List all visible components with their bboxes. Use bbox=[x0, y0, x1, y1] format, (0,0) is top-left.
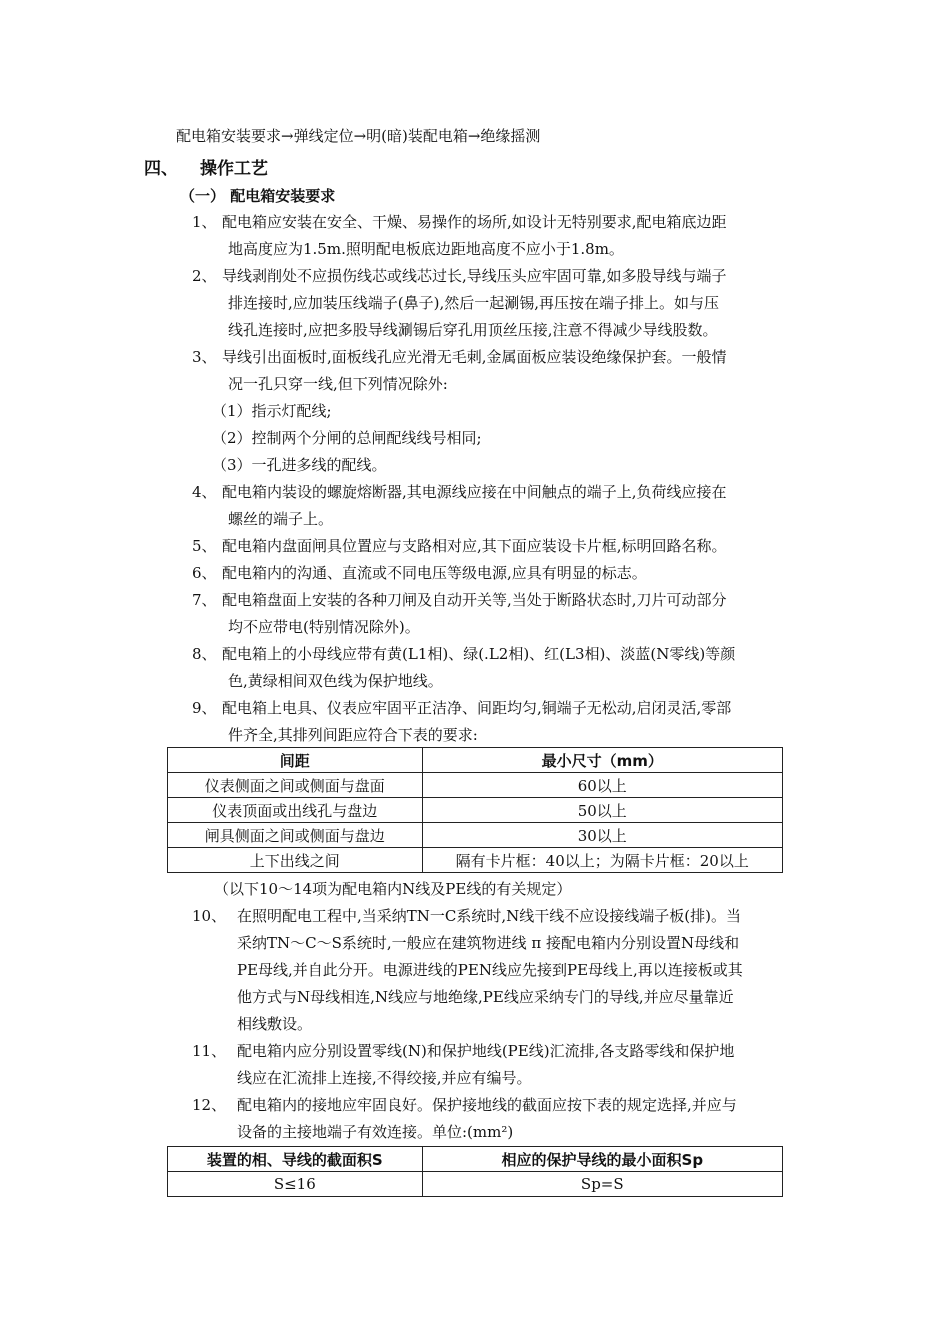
table-header-cell: 间距 bbox=[168, 748, 423, 773]
item-1-line-1: 配电箱应安装在安全、干燥、易操作的场所,如设计无特别要求,配电箱底边距 bbox=[222, 213, 727, 231]
table-cell: 60以上 bbox=[422, 773, 782, 798]
table-cell: 仪表顶面或出线孔与盘边 bbox=[168, 798, 423, 823]
item-10-line-1: 在照明配电工程中,当采纳TN一C系统时,N线干线不应设接线端子板(排)。当 bbox=[237, 907, 741, 925]
rule-note: （以下10～14项为配电箱内N线及PE线的有关规定） bbox=[214, 880, 572, 898]
table-cell: 50以上 bbox=[422, 798, 782, 823]
item-11-line-2: 线应在汇流排上连接,不得绞接,并应有编号。 bbox=[237, 1069, 532, 1087]
item-3-line-2: 况一孔只穿一线,但下列情况除外: bbox=[228, 375, 448, 393]
item-9-line-2: 件齐全,其排列间距应符合下表的要求: bbox=[228, 726, 478, 744]
table-header-cell: 最小尺寸（mm） bbox=[422, 748, 782, 773]
item-4-line-2: 螺丝的端子上。 bbox=[228, 510, 334, 528]
item-1-line-2: 地高度应为1.5m.照明配电板底边距地高度不应小于1.8m。 bbox=[228, 240, 624, 258]
table-cell: 隔有卡片框：40以上；为隔卡片框：20以上 bbox=[422, 848, 782, 873]
process-flow: 配电箱安装要求→弹线定位→明(暗)装配电箱→绝缘摇测 bbox=[176, 127, 541, 145]
table-cell: S≤16 bbox=[168, 1172, 423, 1197]
table-row bbox=[168, 798, 783, 823]
item-12-line-1: 配电箱内的接地应牢固良好。保护接地线的截面应按下表的规定选择,并应与 bbox=[237, 1096, 737, 1114]
item-9-number: 9、 bbox=[192, 699, 217, 717]
item-8-line-2: 色,黄绿相间双色线为保护地线。 bbox=[228, 672, 443, 690]
item-7-number: 7、 bbox=[192, 591, 217, 609]
table-header-row bbox=[168, 748, 783, 773]
table-row bbox=[168, 848, 783, 873]
item-8-number: 8、 bbox=[192, 645, 217, 663]
item-6-line-1: 配电箱内的沟通、直流或不同电压等级电源,应具有明显的标志。 bbox=[222, 564, 647, 582]
conductor-table bbox=[167, 1146, 783, 1197]
item-4-line-1: 配电箱内装设的螺旋熔断器,其电源线应接在中间触点的端子上,负荷线应接在 bbox=[222, 483, 727, 501]
spacing-table bbox=[167, 747, 783, 873]
item-10-number: 10、 bbox=[192, 907, 227, 925]
subsection-title: （一） 配电箱安装要求 bbox=[180, 187, 336, 205]
table-header-row bbox=[168, 1147, 783, 1172]
item-10-line-3: PE母线,并自此分开。电源进线的PEN线应先接到PE母线上,再以连接板或其 bbox=[237, 961, 743, 979]
section-title: 操作工艺 bbox=[200, 159, 268, 179]
item-10-line-2: 采纳TN～C～S系统时,一般应在建筑物进线 π 接配电箱内分别设置N母线和 bbox=[237, 934, 740, 952]
item-3-number: 3、 bbox=[192, 348, 217, 366]
table-cell: 30以上 bbox=[422, 823, 782, 848]
item-12-line-2: 设备的主接地端子有效连接。单位:(mm²) bbox=[237, 1123, 514, 1141]
section-number: 四、 bbox=[144, 159, 178, 179]
item-2-line-1: 导线剥削处不应损伤线芯或线芯过长,导线压头应牢固可靠,如多股导线与端子 bbox=[222, 267, 727, 285]
table-row bbox=[168, 773, 783, 798]
table-header-cell: 相应的保护导线的最小面积Sp bbox=[422, 1147, 782, 1172]
table-cell: 仪表侧面之间或侧面与盘面 bbox=[168, 773, 423, 798]
table-cell: 上下出线之间 bbox=[168, 848, 423, 873]
sub-item-1: （1）指示灯配线; bbox=[212, 402, 332, 420]
item-5-number: 5、 bbox=[192, 537, 217, 555]
item-3-line-1: 导线引出面板时,面板线孔应光滑无毛刺,金属面板应装设绝缘保护套。一般情 bbox=[222, 348, 727, 366]
sub-item-3: （3）一孔进多线的配线。 bbox=[212, 456, 387, 474]
item-7-line-2: 均不应带电(特别情况除外)。 bbox=[228, 618, 420, 636]
sub-item-2: （2）控制两个分闸的总闸配线线号相同; bbox=[212, 429, 482, 447]
table-cell: Sp=S bbox=[422, 1172, 782, 1197]
item-11-line-1: 配电箱内应分别设置零线(N)和保护地线(PE线)汇流排,各支路零线和保护地 bbox=[237, 1042, 735, 1060]
item-2-number: 2、 bbox=[192, 267, 217, 285]
item-4-number: 4、 bbox=[192, 483, 217, 501]
table-cell: 闸具侧面之间或侧面与盘边 bbox=[168, 823, 423, 848]
item-1-number: 1、 bbox=[192, 213, 217, 231]
item-5-line-1: 配电箱内盘面闸具位置应与支路相对应,其下面应装设卡片框,标明回路名称。 bbox=[222, 537, 727, 555]
table-header-cell: 装置的相、导线的截面积S bbox=[168, 1147, 423, 1172]
item-2-line-2: 排连接时,应加装压线端子(鼻子),然后一起涮锡,再压按在端子排上。如与压 bbox=[228, 294, 720, 312]
item-10-line-5: 相线敷设。 bbox=[237, 1015, 313, 1033]
item-11-number: 11、 bbox=[192, 1042, 227, 1060]
item-10-line-4: 他方式与N母线相连,N线应与地绝缘,PE线应采纳专门的导线,并应尽量靠近 bbox=[237, 988, 734, 1006]
table-row bbox=[168, 1172, 783, 1197]
item-6-number: 6、 bbox=[192, 564, 217, 582]
table-row bbox=[168, 823, 783, 848]
item-9-line-1: 配电箱上电具、仪表应牢固平正洁净、间距均匀,铜端子无松动,启闭灵活,零部 bbox=[222, 699, 732, 717]
item-12-number: 12、 bbox=[192, 1096, 227, 1114]
item-2-line-3: 线孔连接时,应把多股导线涮锡后穿孔用顶丝压接,注意不得减少导线股数。 bbox=[228, 321, 718, 339]
item-7-line-1: 配电箱盘面上安装的各种刀闸及自动开关等,当处于断路状态时,刀片可动部分 bbox=[222, 591, 727, 609]
item-8-line-1: 配电箱上的小母线应带有黄(L1相)、绿(.L2相)、红(L3相)、淡蓝(N零线)等颜 bbox=[222, 645, 736, 663]
